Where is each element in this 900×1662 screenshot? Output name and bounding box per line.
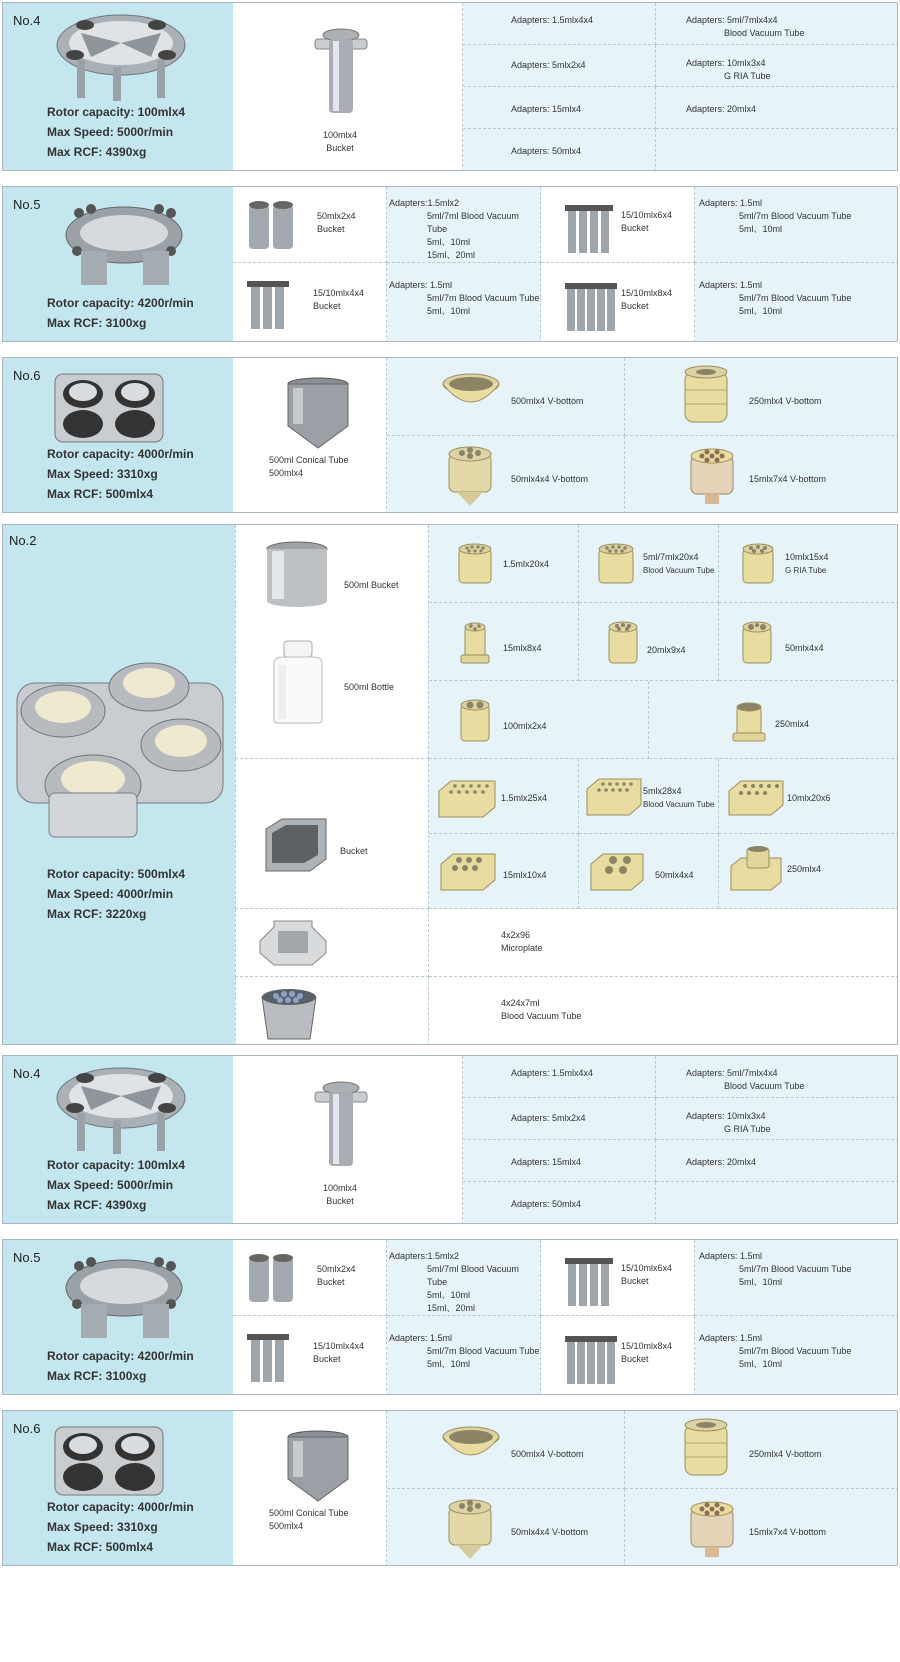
adapter-image: [729, 846, 783, 894]
adapter-cell: 15mlx8x4: [429, 603, 579, 681]
bucket-image: [565, 1252, 615, 1308]
bucket-cell: 15/10mlx8x4 Bucket: [541, 1316, 695, 1395]
adapter-cell: 100mlx2x4: [429, 681, 649, 759]
bucket-cell: 100mlx4 Bucket: [233, 1056, 463, 1224]
rotor-no6-image: [49, 364, 169, 450]
adapter-cell: Adapters: 20mlx4: [656, 1140, 898, 1182]
bucket-image: [565, 275, 619, 335]
rotor-specs: Rotor capacity: 100mlx4 Max Speed: 5000r/min Max RCF: 4390xg: [47, 1158, 186, 1212]
adapter-cell: 1.5mlx25x4: [429, 759, 579, 834]
adapter-cell: Adapters: 15mlx4: [463, 1140, 656, 1182]
bucket-cell: 50mlx2x4 Bucket: [233, 187, 387, 263]
bucket-label: 500ml Conical Tube: [269, 1508, 349, 1518]
adapter-cell: 50mlx4x4 V-bottom: [387, 436, 625, 513]
rotor-no4-image: [51, 5, 191, 105]
adapter-cell: 250mlx4: [649, 681, 898, 759]
rotor-no6-image: [49, 1417, 169, 1503]
adapter-cell: 5ml/7mlx20x4 Blood Vacuum Tube: [579, 525, 719, 603]
adapter-cell: 4x24x7ml Blood Vacuum Tube: [429, 977, 898, 1045]
rotor-panel: [3, 3, 233, 170]
adapter-cell: Adapters: 5mlx2x4: [463, 1098, 656, 1140]
rotor-no5-image: [59, 193, 189, 293]
rotor-number: No.4: [13, 13, 41, 28]
adapter-cell: 20mlx9x4: [579, 603, 719, 681]
adapter-cell: Adapters: 5ml/7mlx4x4 Blood Vacuum Tube: [656, 3, 898, 45]
rotor-block-no4-repeat: [2, 1055, 898, 1224]
adapter-cell: Adapters: 1.5ml 5ml/7m Blood Vacuum Tube 5ml、10ml: [695, 1240, 898, 1316]
rotor-specs: Rotor capacity: 4000r/min Max Speed: 3310xg Max RCF: 500mlx4: [47, 447, 194, 501]
adapter-cell: Adapters: 10mlx3x4 G RIA Tube: [656, 1098, 898, 1140]
bucket-cell: 15/10mlx8x4 Bucket: [541, 263, 695, 342]
rect-bucket-label: Bucket: [340, 846, 368, 856]
rotor-specs: Rotor capacity: 100mlx4 Max Speed: 5000r/min Max RCF: 4390xg: [47, 105, 186, 159]
rotor-block-no5-repeat: [2, 1239, 898, 1395]
rect-bucket-image: [260, 815, 330, 875]
adapter-image: [585, 775, 643, 819]
rotor-specs: Rotor capacity: 500mlx4 Max Speed: 4000r/min Max RCF: 3220xg: [47, 867, 186, 921]
adapter-cell: 4x2x96 Microplate: [429, 909, 898, 977]
bucket-image: [285, 376, 351, 450]
bucket-label: 100mlx4: [323, 130, 358, 140]
bucket-image: [311, 1076, 371, 1172]
adapter-cell: Adapters: 50mlx4: [463, 129, 656, 171]
rotor-number: No.6: [13, 1421, 41, 1436]
adapter-cell: 500mlx4 V-bottom: [387, 358, 625, 436]
adapter-image: [445, 1497, 495, 1561]
adapter-cell: 250mlx4 V-bottom: [625, 1411, 898, 1489]
adapter-cell: 50mlx4x4: [719, 603, 898, 681]
adapter-cell: 500mlx4 V-bottom: [387, 1411, 625, 1489]
adapter-cell: Adapters:1.5mlx2 5ml/7ml Blood Vacuum Tube 5ml、10ml 15ml、20ml: [387, 187, 541, 263]
rotor-number: No.5: [13, 1250, 41, 1265]
adapter-cell: 1.5mlx20x4: [429, 525, 579, 603]
adapter-image: [727, 777, 785, 819]
rotor-block-no4: [2, 2, 898, 171]
adapter-cell: 10mlx20x6: [719, 759, 898, 834]
adapter-image: [741, 621, 773, 665]
rotor-block-no6: [2, 357, 898, 513]
rotor-panel: [3, 358, 233, 512]
adapter-cell: Adapters: 1.5ml 5ml/7m Blood Vacuum Tube 5ml、10ml: [387, 1316, 541, 1395]
adapter-image: [681, 1417, 731, 1483]
bucket-image: [247, 1326, 291, 1386]
adapter-image: [589, 850, 645, 894]
adapter-cell: 50mlx4x4 V-bottom: [387, 1489, 625, 1566]
adapter-image: [439, 850, 497, 894]
adapter-cell: 15mlx10x4: [429, 834, 579, 909]
rotor-panel: [3, 1411, 233, 1565]
adapter-cell: Adapters: 1.5ml 5ml/7m Blood Vacuum Tube 5ml、10ml: [695, 1316, 898, 1395]
adapter-image: [437, 777, 497, 821]
rotor-no2-image: [9, 653, 231, 839]
adapter-cell: 15mlx7x4 V-bottom: [625, 436, 898, 513]
bucket-cell: 15/10mlx6x4 Bucket: [541, 187, 695, 263]
bucket-cell: [235, 759, 429, 909]
rotor-no5-image: [59, 1246, 189, 1346]
rotor-specs: Rotor capacity: 4200r/min Max RCF: 3100xg: [47, 296, 194, 330]
adapter-cell: 5mlx28x4 Blood Vacuum Tube: [579, 759, 719, 834]
vacuum-carrier-image: [258, 983, 320, 1041]
adapter-cell: Adapters:1.5mlx2 5ml/7ml Blood Vacuum Tube 5ml、10ml 15ml、20ml: [387, 1240, 541, 1316]
rotor-block-no6-repeat: [2, 1410, 898, 1566]
rotor-number: No.6: [13, 368, 41, 383]
rotor-specs: Rotor capacity: 4200r/min Max RCF: 3100xg: [47, 1349, 194, 1383]
adapter-image: [731, 701, 767, 743]
adapter-cell: Adapters: 15mlx4: [463, 87, 656, 129]
bucket-image: [565, 1328, 619, 1388]
adapter-image: [607, 621, 639, 665]
adapter-image: [441, 370, 501, 416]
adapter-cell: 250mlx4 V-bottom: [625, 358, 898, 436]
adapter-cell: Adapters: 1.5ml 5ml/7m Blood Vacuum Tube 5ml、10ml: [695, 187, 898, 263]
round-bucket-image: [264, 541, 330, 607]
rotor-block-no2: [2, 524, 898, 1045]
adapter-cell: 15mlx7x4 V-bottom: [625, 1489, 898, 1566]
microplate-carrier-cell: [235, 909, 429, 977]
adapter-image: [459, 621, 491, 665]
bucket-cell: [235, 525, 429, 759]
rotor-panel: [3, 1056, 233, 1223]
adapter-cell: 50mlx4x4: [579, 834, 719, 909]
microplate-carrier-image: [256, 919, 330, 967]
adapter-image: [741, 543, 775, 585]
adapter-image: [445, 444, 495, 508]
adapter-cell: Adapters: 5mlx2x4: [463, 45, 656, 87]
rotor-block-no5: [2, 186, 898, 342]
adapter-image: [597, 543, 635, 585]
adapter-cell: Adapters: 20mlx4: [656, 87, 898, 129]
adapter-image: [457, 543, 493, 585]
adapter-cell: Adapters: 1.5mlx4x4: [463, 1056, 656, 1098]
rotor-no4-image: [51, 1058, 191, 1158]
bottle-image: [266, 639, 330, 725]
vacuum-carrier-cell: [235, 977, 429, 1045]
adapter-image: [459, 697, 491, 743]
adapter-cell: Adapters: 5ml/7mlx4x4 Blood Vacuum Tube: [656, 1056, 898, 1098]
adapter-cell: Adapters: 1.5ml 5ml/7m Blood Vacuum Tube 5ml、10ml: [695, 263, 898, 342]
adapter-image: [687, 446, 737, 506]
bucket-image: [285, 1429, 351, 1503]
bucket-cell: 500ml Conical Tube 500mlx4: [233, 1411, 387, 1566]
bucket-cell: 15/10mlx4x4 Bucket: [233, 263, 387, 342]
bucket-cell: 15/10mlx4x4 Bucket: [233, 1316, 387, 1395]
adapter-image: [441, 1423, 501, 1469]
bucket-cell: 15/10mlx6x4 Bucket: [541, 1240, 695, 1316]
adapter-cell: Adapters: 10mlx3x4 G RIA Tube: [656, 45, 898, 87]
bucket-cell: 500ml Conical Tube 500mlx4: [233, 358, 387, 513]
adapter-cell: 10mlx15x4 G RIA Tube: [719, 525, 898, 603]
adapter-cell: [656, 129, 898, 171]
adapter-image: [687, 1499, 737, 1559]
bucket-image: [245, 197, 299, 253]
rotor-panel: [3, 187, 233, 341]
adapter-cell: Adapters: 1.5mlx4x4: [463, 3, 656, 45]
rotor-number: No.4: [13, 1066, 41, 1081]
bucket-image: [311, 23, 371, 119]
bucket-image: [565, 199, 615, 255]
round-bucket-label: 500ml Bucket: [344, 580, 399, 590]
adapter-image: [681, 364, 731, 430]
bucket-image: [245, 1250, 299, 1306]
rotor-number: No.2: [9, 533, 37, 548]
rotor-specs: Rotor capacity: 4000r/min Max Speed: 3310xg Max RCF: 500mlx4: [47, 1500, 194, 1554]
bucket-cell: 100mlx4 Bucket: [233, 3, 463, 171]
bucket-image: [247, 273, 291, 333]
bucket-label: 100mlx4: [323, 1183, 358, 1193]
adapter-cell: [656, 1182, 898, 1224]
adapter-cell: 250mlx4: [719, 834, 898, 909]
bottle-label: 500ml Bottle: [344, 682, 395, 692]
rotor-number: No.5: [13, 197, 41, 212]
adapter-cell: Adapters: 1.5ml 5ml/7m Blood Vacuum Tube 5ml、10ml: [387, 263, 541, 342]
bucket-cell: 50mlx2x4 Bucket: [233, 1240, 387, 1316]
rotor-panel: [3, 525, 235, 1044]
adapter-cell: Adapters: 50mlx4: [463, 1182, 656, 1224]
rotor-panel: [3, 1240, 233, 1394]
bucket-label: 500ml Conical Tube: [269, 455, 349, 465]
